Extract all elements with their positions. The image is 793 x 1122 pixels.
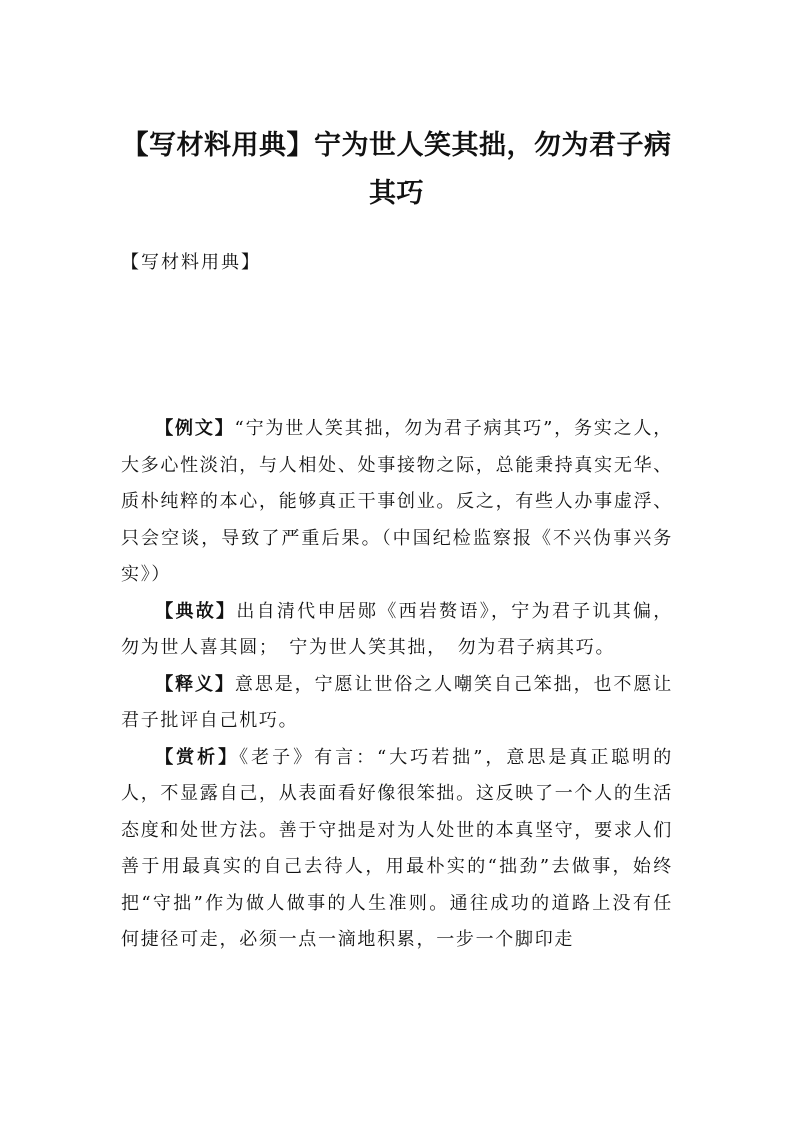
- meaning-text: 意思是，宁愿让世俗之人嘲笑自己笨拙，也不愿让君子批评自己机巧。: [121, 673, 673, 731]
- document-body: [121, 411, 673, 959]
- document-title: 【写材料用典】宁为世人笑其拙，勿为君子病其巧: [121, 130, 672, 209]
- example-text: “宁为世人笑其拙，勿为君子病其巧”，务实之人，大多心性淡泊，与人相处、处事接物之际，总能秉持真实无华、质朴纯粹的本心，能够真正干事创业。反之，有些人办事虚浮、只会空谈，导致了严重后果。（中国纪检监察报《不兴伪事兴务实》）: [121, 418, 673, 585]
- allusion-paragraph: [121, 594, 673, 667]
- example-label: 【例文】: [155, 418, 235, 439]
- category-heading: 【写材料用典】: [121, 252, 261, 273]
- appreciation-text: 《老子》有言：“大巧若拙”，意思是真正聪明的人，不显露自己，从表面看好像很笨拙。这反映了一个人的生活态度和处世方法。善于守拙是对为人处世的本真坚守，要求人们善于用最真实的自己去待人，用最朴实的“拙劲”去做事，始终把“守拙”作为做人做事的人生准则。通往成功的道路上没有任何捷径可走，必须一点一滴地积累，一步一个脚印走: [121, 746, 673, 950]
- meaning-label: 【释义】: [155, 673, 235, 695]
- meaning-paragraph: [121, 667, 673, 740]
- appreciation-paragraph: [121, 740, 673, 959]
- allusion-text: 出自清代申居郧《西岩赘语》，宁为君子讥其偏，勿为世人喜其圆； 宁为世人笑其拙， 勿为君子病其巧。: [121, 600, 673, 658]
- example-paragraph: [121, 411, 673, 594]
- allusion-label: 【典故】: [155, 600, 237, 622]
- appreciation-label: 【赏析】: [155, 746, 240, 768]
